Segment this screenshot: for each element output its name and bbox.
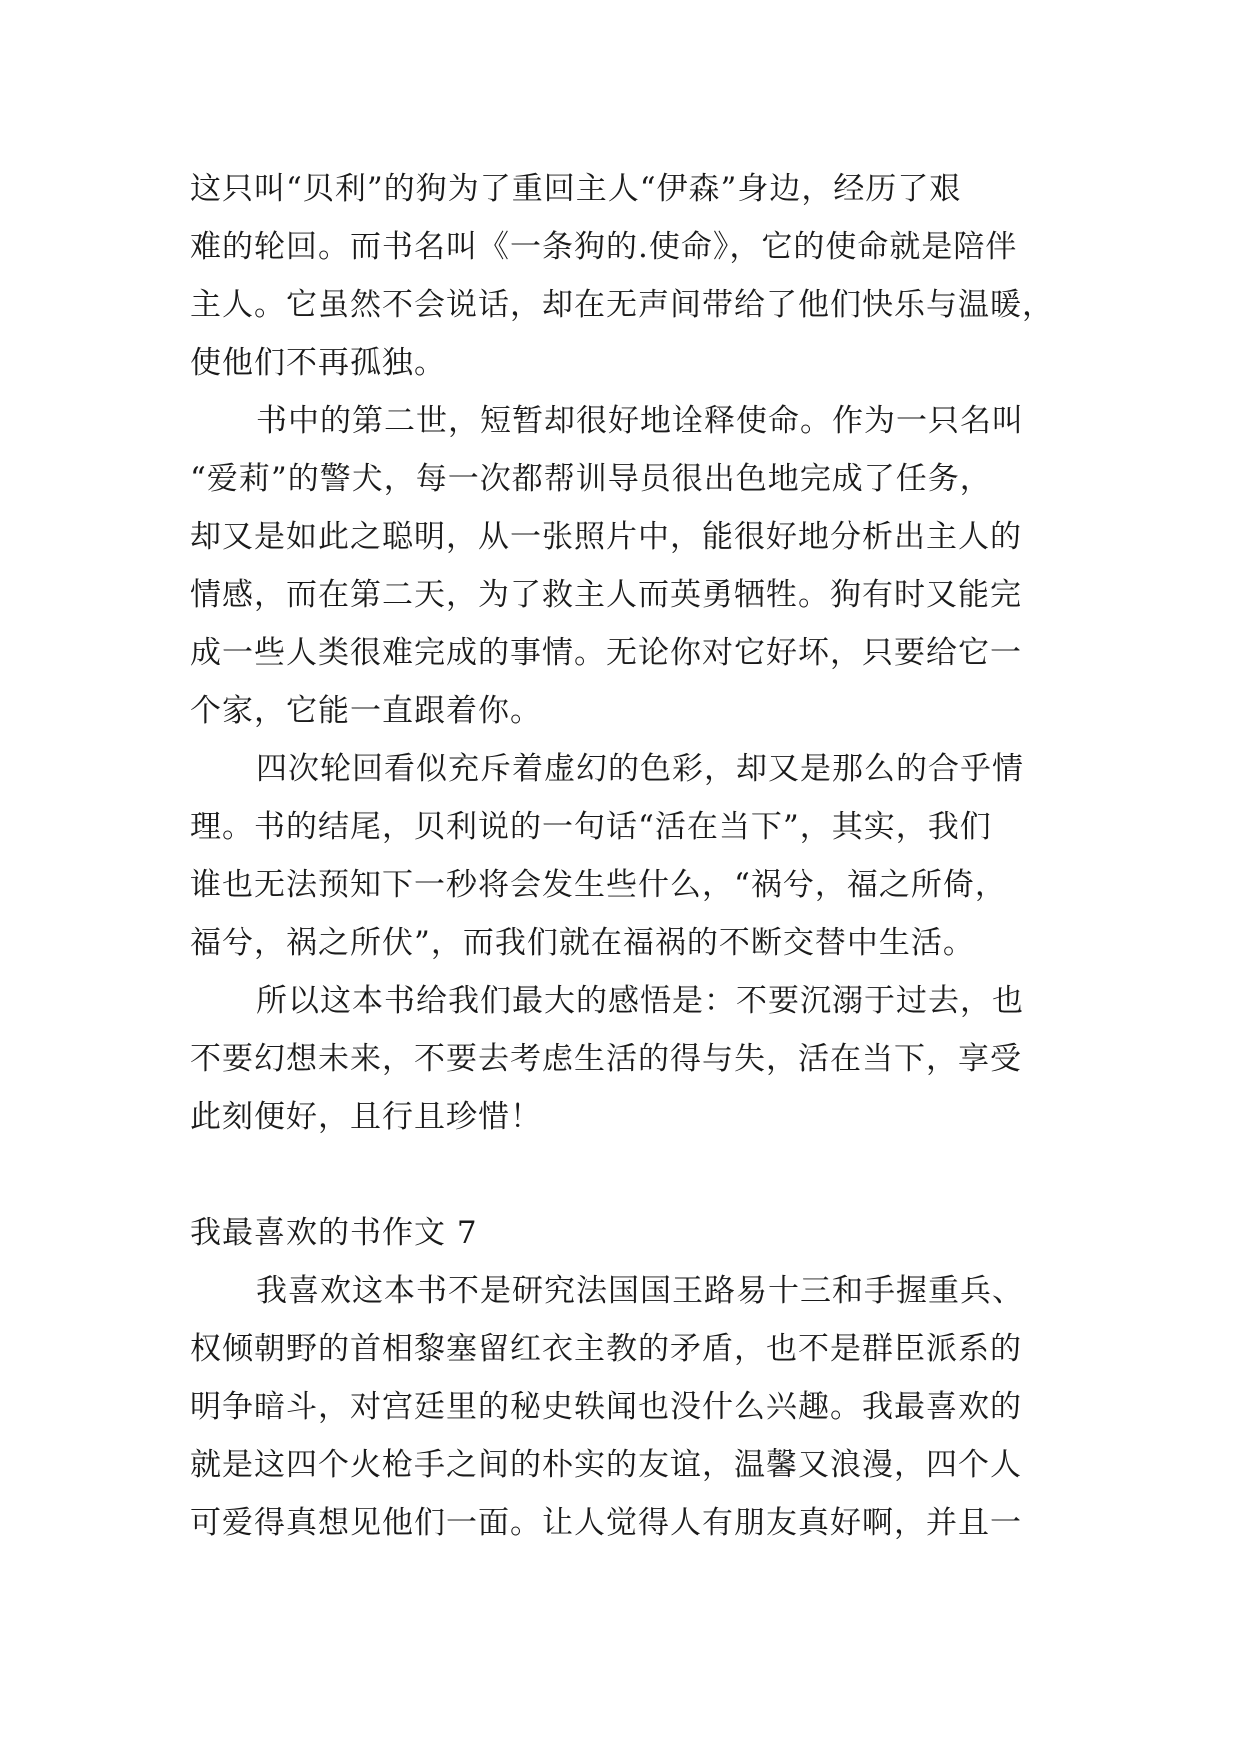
text-line: 成一些人类很难完成的事情。无论你对它好坏，只要给它一 bbox=[190, 635, 1022, 671]
text-line: 这只叫“贝利”的狗为了重回主人“伊森”身边，经历了艰 bbox=[190, 171, 962, 207]
text-line: 主人。它虽然不会说话，却在无声间带给了他们快乐与温暖， bbox=[190, 287, 1054, 323]
paragraph-2 bbox=[190, 392, 1060, 740]
document-body bbox=[190, 160, 1060, 1552]
text-line: 不要幻想未来，不要去考虑生活的得与失，活在当下，享受 bbox=[190, 1041, 1022, 1077]
text-line: 却又是如此之聪明，从一张照片中，能很好地分析出主人的 bbox=[190, 519, 1022, 555]
paragraph-gap bbox=[190, 1146, 1060, 1204]
text-line: 难的轮回。而书名叫《一条狗的.使命》，它的使命就是陪伴 bbox=[190, 229, 1018, 265]
text-line: 四次轮回看似充斥着虚幻的色彩，却又是那么的合乎情 bbox=[256, 751, 1024, 787]
text-line: 使他们不再孤独。 bbox=[190, 345, 446, 381]
text-line: 理。书的结尾，贝利说的一句话“活在当下”，其实，我们 bbox=[190, 809, 992, 845]
text-line: 可爱得真想见他们一面。让人觉得人有朋友真好啊，并且一 bbox=[190, 1505, 1022, 1541]
text-line: 权倾朝野的首相黎塞留红衣主教的矛盾，也不是群臣派系的 bbox=[190, 1331, 1022, 1367]
text-line: 我喜欢这本书不是研究法国国王路易十三和手握重兵、 bbox=[256, 1273, 1024, 1309]
text-line: 就是这四个火枪手之间的朴实的友谊，温馨又浪漫，四个人 bbox=[190, 1447, 1022, 1483]
section-heading: 我最喜欢的书作文 7 bbox=[190, 1215, 478, 1251]
paragraph-1 bbox=[190, 160, 1060, 392]
text-line: 所以这本书给我们最大的感悟是：不要沉溺于过去，也 bbox=[256, 983, 1024, 1019]
text-line: 情感，而在第二天，为了救主人而英勇牺牲。狗有时又能完 bbox=[190, 577, 1022, 613]
text-line: 此刻便好，且行且珍惜！ bbox=[190, 1099, 542, 1135]
paragraph-4 bbox=[190, 972, 1060, 1146]
text-line: 个家，它能一直跟着你。 bbox=[190, 693, 542, 729]
text-line: 福兮，祸之所伏”，而我们就在福祸的不断交替中生活。 bbox=[190, 925, 975, 961]
text-line: “爱莉”的警犬，每一次都帮训导员很出色地完成了任务， bbox=[190, 461, 992, 497]
paragraph-3 bbox=[190, 740, 1060, 972]
text-line: 谁也无法预知下一秒将会发生些什么，“祸兮，福之所倚， bbox=[190, 867, 1007, 903]
paragraph-5 bbox=[190, 1262, 1060, 1552]
text-line: 明争暗斗，对宫廷里的秘史轶闻也没什么兴趣。我最喜欢的 bbox=[190, 1389, 1022, 1425]
text-line: 书中的第二世，短暂却很好地诠释使命。作为一只名叫 bbox=[256, 403, 1024, 439]
